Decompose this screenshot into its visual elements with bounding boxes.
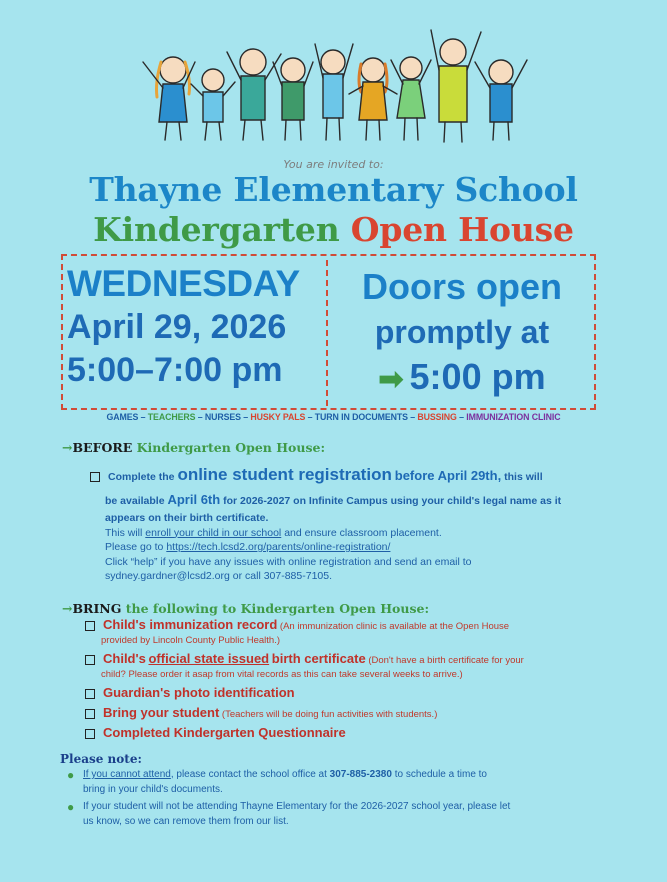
note-heading: Please note: bbox=[60, 752, 142, 766]
child-figure bbox=[315, 44, 353, 140]
activity-separator: – bbox=[305, 412, 315, 422]
before-heading: →BEFORE Kindergarten Open House: bbox=[62, 440, 326, 455]
note-bullet-not-attending: ● If your student will not be attending Thayne Elementary for the 2026-2027 school year, please let us know, so we can remove them from our list. bbox=[67, 800, 511, 827]
event-title-kindergarten: Kindergarten bbox=[93, 210, 340, 249]
registration-link[interactable]: https://tech.lcsd2.org/parents/online-registration/ bbox=[166, 541, 391, 553]
activity-item: IMMUNIZATION CLINIC bbox=[466, 412, 561, 422]
checkbox-icon bbox=[85, 689, 95, 699]
bullet-icon: ● bbox=[67, 800, 75, 814]
activity-item: HUSKY PALS bbox=[250, 412, 306, 422]
arrow-right-icon: → bbox=[62, 440, 73, 455]
doors-open-block bbox=[331, 264, 593, 403]
activity-item: NURSES bbox=[204, 412, 241, 422]
event-title-open-house: Open House bbox=[350, 210, 574, 249]
doors-open-time-line bbox=[331, 354, 593, 403]
school-name: Thayne Elementary School bbox=[89, 170, 578, 209]
activity-separator: – bbox=[195, 412, 205, 422]
invite-line: You are invited to: bbox=[283, 158, 384, 171]
activity-item: TEACHERS bbox=[147, 412, 196, 422]
activities-list bbox=[0, 412, 667, 422]
checkbox-icon bbox=[85, 709, 95, 719]
activity-item: BUSSING bbox=[417, 412, 457, 422]
activity-separator: – bbox=[407, 412, 418, 422]
activity-separator: – bbox=[240, 412, 251, 422]
child-figure bbox=[475, 60, 527, 140]
activity-separator: – bbox=[138, 412, 148, 422]
doors-open-line2: promptly at bbox=[374, 314, 550, 350]
bring-item-student: Bring your student (Teachers will be doing fun activities with students.) bbox=[85, 706, 585, 722]
event-weekday: WEDNESDAY bbox=[67, 263, 300, 304]
bullet-icon: ● bbox=[67, 768, 75, 782]
children-illustration bbox=[135, 22, 535, 147]
arrow-right-icon: ➡ bbox=[378, 363, 404, 396]
event-title bbox=[0, 210, 667, 249]
bring-item-questionnaire: Completed Kindergarten Questionnaire bbox=[85, 726, 585, 742]
child-figure bbox=[349, 58, 397, 140]
doors-open-time: 5:00 pm bbox=[409, 356, 546, 397]
event-date-block bbox=[67, 262, 323, 392]
bring-item-photo-id: Guardian's photo identification bbox=[85, 686, 585, 702]
date-box-divider bbox=[326, 260, 328, 406]
event-date: April 29, 2026 bbox=[67, 308, 287, 346]
checkbox-icon bbox=[85, 621, 95, 631]
child-figure bbox=[431, 30, 481, 142]
checkbox-icon bbox=[85, 729, 95, 739]
event-time: 5:00–7:00 pm bbox=[67, 351, 283, 389]
registration-item: Complete the online student registration before April 29th, this will be available April 6th for 2026-2027 on Infinite Campus using your child's legal name as it appears on their birth certificate. This will enroll your child in our school and ensure classroom placement. Please go to https://tech.lcsd2.org/parents/online-registration/ Click “help” if you have any issues with online registration and send an email to sydney.gardner@lcsd2.org or call 307-885-7105. bbox=[90, 462, 610, 584]
note-bullet-attend: ● If you cannot attend, please contact the school office at 307-885-2380 to schedule a time to bring in your child's documents. bbox=[67, 768, 487, 795]
bring-heading: →BRING the following to Kindergarten Open House: bbox=[62, 601, 430, 616]
contact-line: sydney.gardner@lcsd2.org or call 307-885-7105. bbox=[105, 570, 333, 582]
activity-separator: – bbox=[456, 412, 467, 422]
child-figure bbox=[143, 57, 195, 140]
doors-open-line1: Doors open bbox=[361, 266, 562, 307]
bring-item-immunization: Child's immunization record (An immunization clinic is available at the Open House provided by Lincoln County Public Health.) bbox=[85, 618, 585, 648]
enroll-link-text: enroll your child in our school bbox=[145, 526, 282, 539]
child-figure bbox=[273, 58, 313, 140]
child-figure bbox=[391, 57, 431, 140]
activity-item: GAMES bbox=[106, 412, 139, 422]
bring-item-birth-certificate: Child's official state issued birth certificate (Don't have a birth certificate for your child? Please order it asap from vital records as this can take several weeks to arrive.) bbox=[85, 652, 585, 682]
arrow-right-icon: → bbox=[62, 601, 73, 616]
child-figure bbox=[191, 69, 235, 140]
activity-item: TURN IN DOCUMENTS bbox=[314, 412, 408, 422]
checkbox-icon bbox=[85, 655, 95, 665]
checkbox-icon bbox=[90, 472, 100, 482]
date-box bbox=[61, 254, 596, 410]
